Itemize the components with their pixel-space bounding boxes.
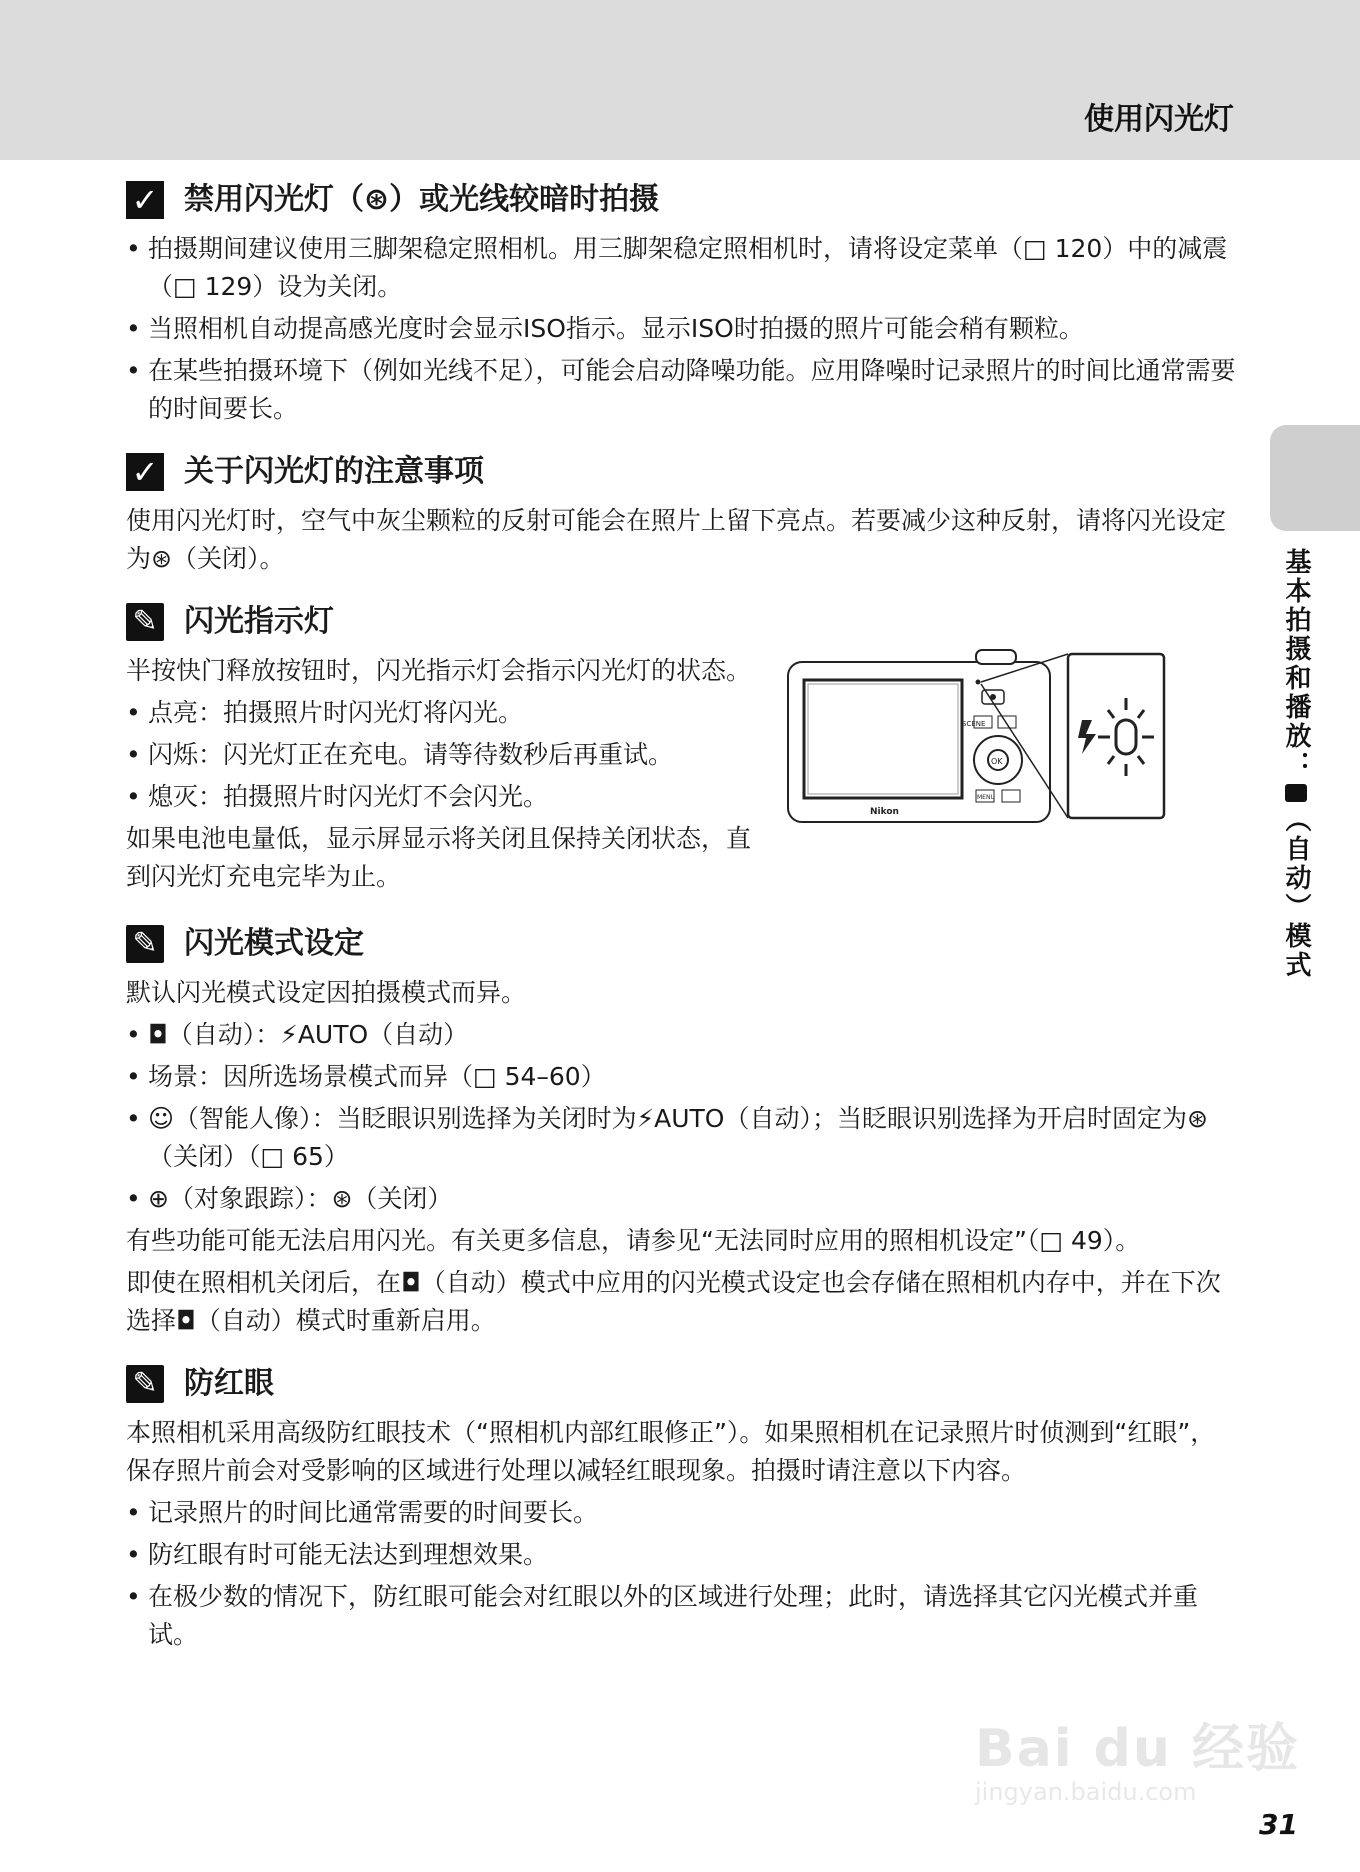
paragraph: 默认闪光模式设定因拍摄模式而异。 [126,978,527,1007]
paragraph: 本照相机采用高级防红眼技术（“照相机内部红眼修正”）。如果照相机在记录照片时侦测到“红眼”，保存照片前会对受影响的区域进行处理以减轻红眼现象。拍摄时请注意以下内容。 [126,1418,1216,1485]
side-tab-label [1276,548,1316,980]
paragraph: 半按快门释放按钮时，闪光指示灯会指示闪光灯的状态。 [126,656,752,685]
bullet-list [126,230,1236,428]
paragraph: 如果电池电量低，显示屏显示将关闭且保持关闭状态，直到闪光灯充电完毕为止。 [126,824,752,891]
menu-button-label: MENU [977,794,995,801]
list-item: • 在极少数的情况下，防红眼可能会对红眼以外的区域进行处理；此时，请选择其它闪光模式并重试。 [126,1578,1236,1654]
check-icon: ✓ [126,181,164,219]
main-content [126,178,1236,1676]
list-item: • 拍摄期间建议使用三脚架稳定照相机。用三脚架稳定照相机时，请将设定菜单（□ 120）中的减震（□ 129）设为关闭。 [126,230,1236,306]
text-with-figure [126,652,1236,900]
pencil-note-icon: ✎ [126,1365,164,1403]
paragraph: 即使在照相机关闭后，在◘（自动）模式中应用的闪光模式设定也会存储在照相机内存中，并在下次选择◘（自动）模式时重新启用。 [126,1268,1221,1335]
bullet-list [126,1494,1236,1654]
watermark-url: jingyan.baidu.com [975,1778,1197,1806]
section-heading [126,922,1236,966]
pencil-note-icon: ✎ [126,925,164,963]
pencil-note-icon: ✎ [126,603,164,641]
list-item: • 熄灭：拍摄照片时闪光灯不会闪光。 [126,778,766,816]
section-title: 禁用闪光灯（⊛）或光线较暗时拍摄 [184,182,660,217]
section-heading [126,1362,1236,1406]
section-title: 关于闪光灯的注意事项 [184,454,484,489]
list-item: • 当照相机自动提高感光度时会显示ISO指示。显示ISO时拍摄的照片可能会稍有颗粒。 [126,310,1236,348]
section-heading [126,600,1236,644]
list-item: • ◘（自动）：⚡AUTO（自动） [126,1016,1236,1054]
side-label-suffix: （自动）模式 [1281,806,1311,980]
section-red-eye [126,1362,1236,1654]
text-column [126,652,766,900]
paragraph: 有些功能可能无法启用闪光。有关更多信息，请参见“无法同时应用的照相机设定”（□ 49）。 [126,1226,1141,1255]
list-item: • 闪烁：闪光灯正在充电。请等待数秒后再重试。 [126,736,766,774]
bullet-list [126,694,766,816]
section-heading [126,178,1236,222]
section-flash-mode [126,922,1236,1340]
section-flash-lamp [126,600,1236,900]
camera-back-figure [786,642,1236,842]
side-label-prefix: 基本拍摄和播放： [1281,548,1311,780]
section-disable-flash [126,178,1236,428]
camera-icon [1285,784,1307,802]
section-title: 闪光指示灯 [184,604,334,639]
list-item: • 防红眼有时可能无法达到理想效果。 [126,1536,1236,1574]
page-header-title: 使用闪光灯 [1084,102,1234,137]
section-title: 闪光模式设定 [184,926,364,961]
watermark-logo: Bai du 经验 [975,1719,1300,1779]
list-item: • 记录照片的时间比通常需要的时间要长。 [126,1494,1236,1532]
brand-logo: Nikon [870,807,899,817]
list-item: • 点亮：拍摄照片时闪光灯将闪光。 [126,694,766,732]
side-tab [1270,425,1360,531]
section-heading [126,450,1236,494]
bullet-list [126,1016,1236,1218]
page-number: 31 [1259,1808,1298,1841]
check-icon: ✓ [126,453,164,491]
list-item: • 场景：因所选场景模式而异（□ 54–60） [126,1058,1236,1096]
list-item: • 在某些拍摄环境下（例如光线不足），可能会启动降噪功能。应用降噪时记录照片的时间比通常需要的时间要长。 [126,352,1236,428]
ok-button-label: OK [991,757,1003,766]
section-title: 防红眼 [184,1366,274,1401]
list-item: • ⊕（对象跟踪）：⊛（关闭） [126,1180,1236,1218]
scene-button-label: SCENE [962,720,986,728]
section-flash-notes [126,450,1236,578]
list-item: • ☺（智能人像）：当眨眼识别选择为关闭时为⚡AUTO（自动）；当眨眼识别选择为开启时固定为⊛（关闭）（□ 65） [126,1100,1236,1176]
paragraph: 使用闪光灯时，空气中灰尘颗粒的反射可能会在照片上留下亮点。若要减少这种反射，请将闪光设定为⊛（关闭）。 [126,506,1227,573]
camera-illustration [786,642,1236,842]
